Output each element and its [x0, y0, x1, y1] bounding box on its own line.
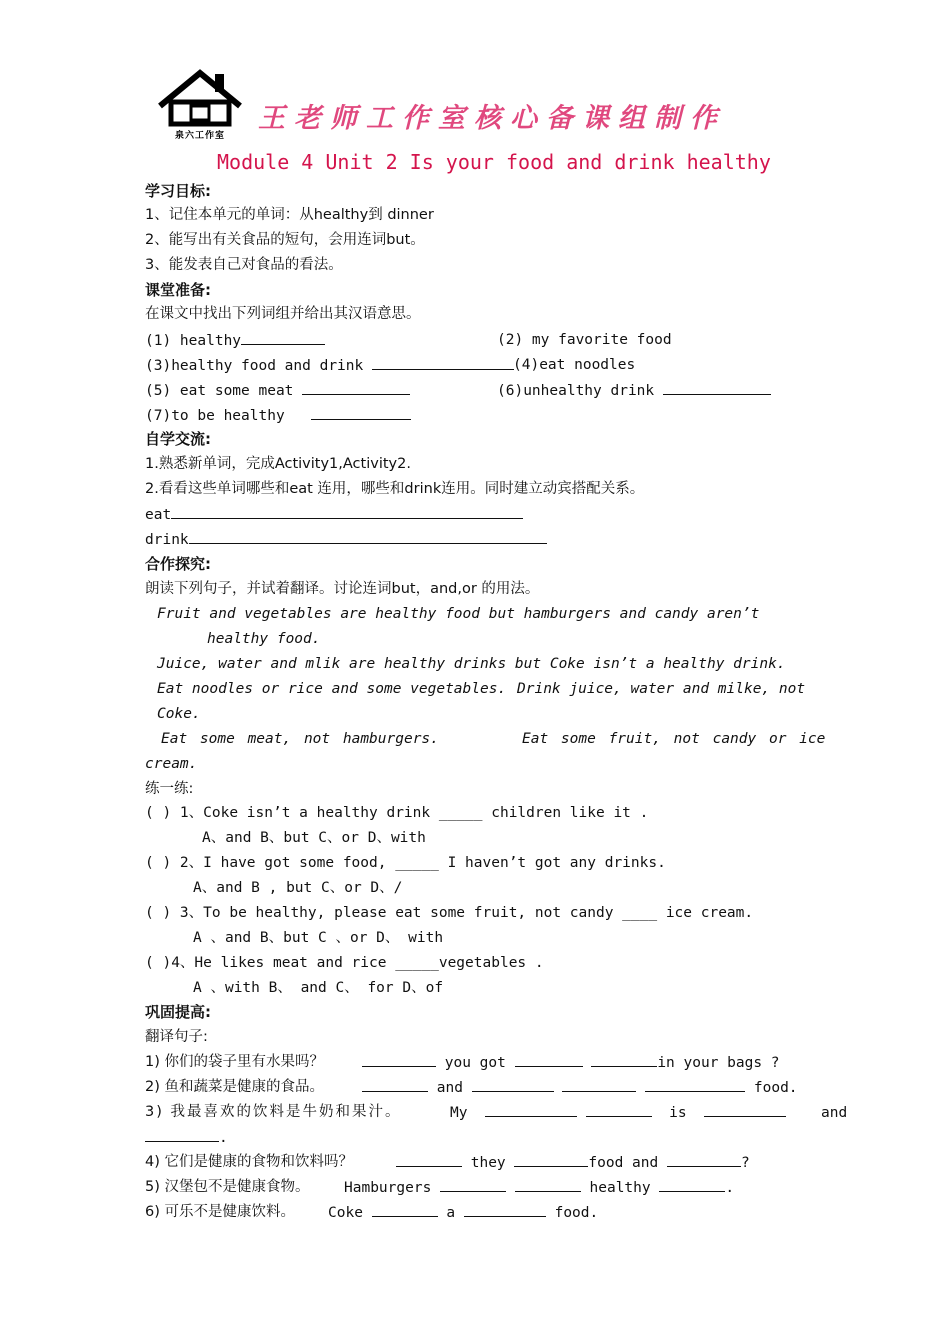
translate-en: they food and ? [396, 1152, 750, 1173]
answer-blank[interactable] [645, 1077, 745, 1092]
prep-heading: 课堂准备: [145, 281, 211, 299]
answer-blank[interactable] [485, 1102, 577, 1117]
practice-question[interactable]: ( ) 3、To be healthy, please eat some fruit, not candy ____ ice cream. [145, 905, 754, 921]
phrase-item: (7)to be healthy [145, 405, 411, 426]
self-study-heading: 自学交流: [145, 430, 211, 448]
translate-en-continued: . [145, 1127, 228, 1148]
answer-blank[interactable] [704, 1102, 786, 1117]
example-sentence: Eat some meat, not hamburgers. [161, 731, 439, 747]
phrase-item: (5) eat some meat [145, 380, 410, 401]
answer-blank[interactable] [515, 1052, 583, 1067]
answer-blank[interactable] [241, 330, 325, 345]
phrase-item: (2) my favorite food [497, 332, 672, 348]
practice-options[interactable]: A、and B、but C、or D、with [202, 830, 426, 846]
example-sentence: Drink juice, water and milke, not [517, 681, 806, 697]
translate-en: Hamburgers healthy . [344, 1177, 734, 1198]
practice-question[interactable]: ( ) 2、I have got some food, _____ I haven’t got any drinks. [145, 855, 666, 871]
answer-blank[interactable] [515, 1177, 581, 1192]
objective-item: 2、能写出有关食品的短句，会用连词but。 [145, 232, 425, 248]
answer-blank[interactable] [189, 529, 547, 544]
answer-blank[interactable] [586, 1102, 652, 1117]
practice-options[interactable]: A、and B , but C、or D、/ [193, 880, 403, 896]
answer-blank[interactable] [562, 1077, 636, 1092]
translate-cn: 5) 汉堡包不是健康食物。 [145, 1179, 310, 1195]
studio-banner: 王老师工作室核心备课组制作 [258, 103, 726, 134]
answer-blank[interactable] [591, 1052, 657, 1067]
practice-question[interactable]: ( )4、He likes meat and rice _____vegetables . [145, 955, 544, 971]
practice-options[interactable]: A 、and B、but C 、or D、 with [193, 930, 444, 946]
translate-en: you got in your bags ? [362, 1052, 780, 1073]
phrase-item: (1) healthy [145, 330, 325, 351]
answer-blank[interactable] [311, 405, 411, 420]
example-sentence: Eat some fruit, not candy or ice [522, 731, 826, 747]
translate-cn: 3) 我最喜欢的饮料是牛奶和果汁。 [145, 1104, 402, 1120]
drink-line: drink [145, 529, 547, 550]
eat-line: eat [145, 504, 523, 525]
answer-blank[interactable] [659, 1177, 725, 1192]
objectives-heading: 学习目标: [145, 182, 211, 200]
practice-heading: 练一练: [145, 781, 194, 797]
translate-cn: 6) 可乐不是健康饮料。 [145, 1204, 295, 1220]
explore-instruction: 朗读下列句子，并试着翻译。讨论连词but，and,or 的用法。 [145, 581, 540, 597]
answer-blank[interactable] [472, 1077, 554, 1092]
translate-en: and food. [362, 1077, 798, 1098]
translate-cn: 4) 它们是健康的食物和饮料吗？ [145, 1154, 353, 1170]
page-title: Module 4 Unit 2 Is your food and drink healthy [217, 150, 771, 174]
phrase-item: (4)eat noodles [513, 357, 636, 373]
answer-blank[interactable] [372, 355, 514, 370]
consolidate-heading: 巩固提高: [145, 1003, 211, 1021]
objective-item: 3、能发表自己对食品的看法。 [145, 257, 343, 273]
practice-options[interactable]: A 、with B、 and C、 for D、of [193, 980, 444, 996]
phrase-item: (6)unhealthy drink [497, 380, 771, 401]
translate-cn: 2) 鱼和蔬菜是健康的食品。 [145, 1079, 324, 1095]
translate-cn: 1) 你们的袋子里有水果吗？ [145, 1054, 324, 1070]
answer-blank[interactable] [464, 1202, 546, 1217]
answer-blank[interactable] [362, 1052, 436, 1067]
logo-caption: 泉六工作室 [174, 131, 225, 141]
answer-blank[interactable] [663, 380, 771, 395]
practice-question[interactable]: ( ) 1、Coke isn’t a healthy drink _____ children like it . [145, 805, 649, 821]
answer-blank[interactable] [372, 1202, 438, 1217]
answer-blank[interactable] [667, 1152, 741, 1167]
example-sentence: Fruit and vegetables are healthy food but hamburgers and candy aren’t [157, 606, 760, 622]
answer-blank[interactable] [440, 1177, 506, 1192]
example-sentence: Eat noodles or rice and some vegetables. [157, 681, 507, 697]
answer-blank[interactable] [145, 1127, 219, 1142]
self-study-item: 2.看看这些单词哪些和eat 连用，哪些和drink连用。同时建立动宾搭配关系。 [145, 481, 645, 497]
answer-blank[interactable] [302, 380, 410, 395]
prep-instruction: 在课文中找出下列词组并给出其汉语意思。 [145, 306, 421, 322]
example-sentence: cream. [145, 756, 198, 772]
example-sentence: healthy food. [207, 631, 321, 647]
answer-blank[interactable] [362, 1077, 428, 1092]
objective-item: 1、记住本单元的单词：从healthy到 dinner [145, 207, 434, 223]
explore-heading: 合作探究: [145, 555, 211, 573]
translate-en: My is and [450, 1102, 847, 1123]
self-study-item: 1.熟悉新单词，完成Activity1,Activity2. [145, 456, 411, 472]
answer-blank[interactable] [171, 504, 523, 519]
example-sentence: Juice, water and mlik are healthy drinks but Coke isn’t a healthy drink. [157, 656, 786, 672]
example-sentence: Coke. [157, 706, 201, 722]
consolidate-instruction: 翻译句子: [145, 1029, 208, 1045]
phrase-item: (3)healthy food and drink [145, 355, 514, 376]
answer-blank[interactable] [514, 1152, 588, 1167]
answer-blank[interactable] [396, 1152, 462, 1167]
translate-en: Coke a food. [328, 1202, 598, 1223]
